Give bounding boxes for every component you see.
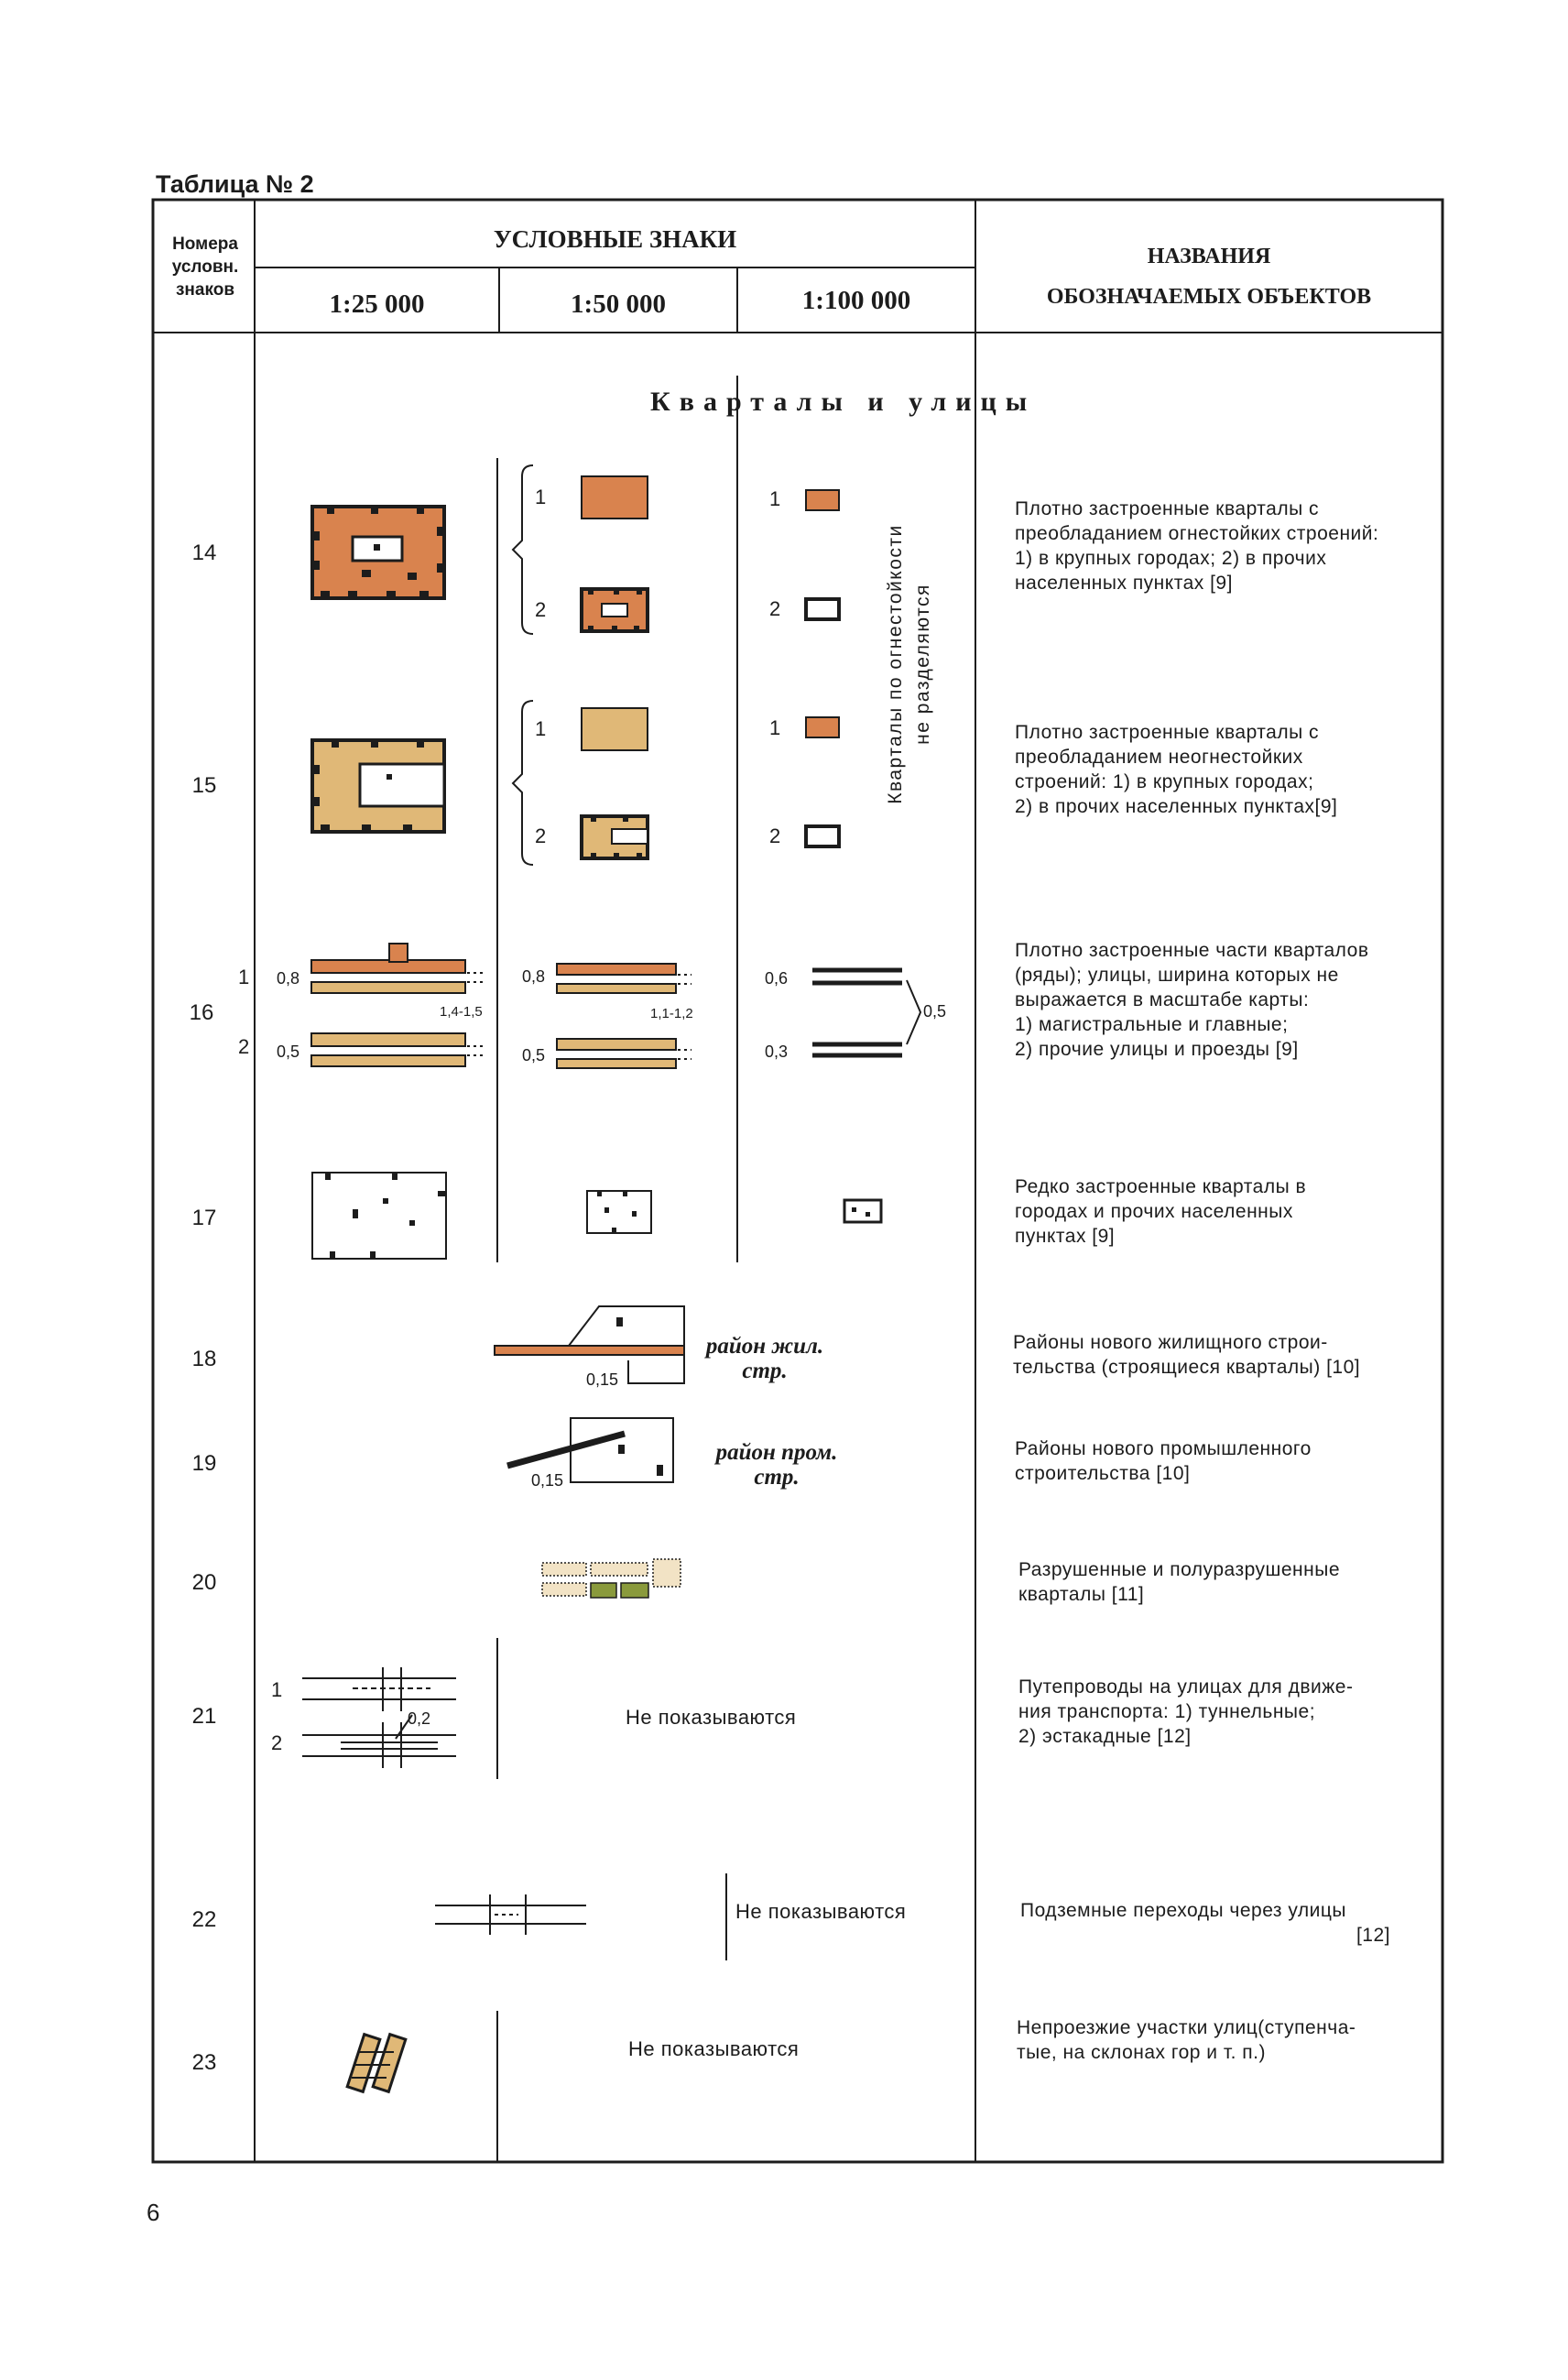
row-number: 19 bbox=[191, 1451, 217, 1476]
symbol-15-25k bbox=[312, 740, 444, 832]
variant-label: 1 bbox=[769, 487, 781, 510]
variant-label: 1 bbox=[535, 486, 547, 508]
description-22: Подземные переходы через улицы [12] bbox=[1020, 1900, 1390, 1946]
header-signs-title: УСЛОВНЫЕ ЗНАКИ bbox=[493, 225, 737, 253]
not-shown-note: Не показываются bbox=[735, 1900, 907, 1923]
row-number: 22 bbox=[191, 1907, 217, 1932]
row-number: 18 bbox=[191, 1347, 217, 1371]
description-15: Плотно застроенные кварталы с преобладанием неогнестойких строений: 1) в крупных городах; 2) в прочих населенных пунктах[9] bbox=[1015, 722, 1338, 817]
variant-label: 2 bbox=[535, 598, 547, 621]
description-17: Редко застроенные кварталы в городах и прочих населенных пунктах [9] bbox=[1015, 1176, 1307, 1247]
row-number: 17 bbox=[191, 1206, 217, 1230]
variant-label: 1 bbox=[769, 716, 781, 739]
symbol-17 bbox=[312, 1173, 881, 1259]
dimension-label: 0,8 bbox=[522, 967, 546, 986]
dimension-label: 1,4-1,5 bbox=[440, 1004, 483, 1020]
symbol-21 bbox=[302, 1667, 456, 1768]
variant-label: 1 bbox=[271, 1678, 283, 1701]
table-title: Таблица № 2 bbox=[156, 170, 314, 198]
symbol-20 bbox=[542, 1559, 681, 1598]
page-number: 6 bbox=[147, 2199, 160, 2226]
description-16: Плотно застроенные части кварталов (ряды); улицы, ширина которых не выражается в масштабе карты: 1) магистральные и главные; 2) прочие улицы и проезды [9] bbox=[1015, 940, 1369, 1060]
description-23: Непроезжие участки улиц(ступенча- тые, на склонах гор и т. п.) bbox=[1017, 2017, 1356, 2063]
row-number: 15 bbox=[191, 773, 217, 798]
dimension-label: 0,15 bbox=[531, 1471, 564, 1490]
dimension-label: 0,3 bbox=[765, 1043, 789, 1061]
label-industry-district: район пром. стр. bbox=[715, 1440, 838, 1490]
header-names: НАЗВАНИЯ ОБОЗНАЧАЕМЫХ ОБЪЕКТОВ bbox=[1046, 245, 1372, 309]
description-20: Разрушенные и полуразрушенные кварталы [11] bbox=[1018, 1559, 1341, 1605]
description-18: Районы нового жилищного строи- тельства (строящиеся кварталы) [10] bbox=[1013, 1332, 1361, 1378]
symbol-14-25k bbox=[312, 507, 444, 598]
row-number: 23 bbox=[191, 2050, 217, 2075]
section-title: Кварталы и улицы bbox=[650, 387, 1037, 417]
dimension-label: 0,5 bbox=[522, 1046, 546, 1064]
variant-label: 2 bbox=[271, 1731, 283, 1754]
description-21: Путепроводы на улицах для движе- ния транспорта: 1) туннельные; 2) эстакадные [12] bbox=[1018, 1676, 1354, 1747]
vertical-note: Кварталы по огнестойкости не разделяются bbox=[885, 524, 933, 804]
header-scale-50k: 1:50 000 bbox=[571, 289, 666, 319]
dimension-label: 0,2 bbox=[408, 1709, 431, 1728]
symbol-22 bbox=[435, 1894, 586, 1935]
dimension-label: 0,8 bbox=[277, 969, 300, 988]
header-numbers: Номера условн. знаков bbox=[171, 235, 239, 300]
dimension-label: 0,5 bbox=[277, 1043, 300, 1061]
symbol-14-50k bbox=[513, 465, 648, 634]
row-number: 21 bbox=[191, 1704, 217, 1729]
symbol-15-100k bbox=[806, 717, 839, 846]
symbol-23 bbox=[347, 2035, 406, 2092]
variant-label: 1 bbox=[238, 966, 250, 988]
symbol-16-100k bbox=[812, 970, 920, 1055]
variant-label: 2 bbox=[769, 597, 781, 620]
label-housing-district: район жил. стр. bbox=[705, 1334, 824, 1383]
row-number: 20 bbox=[191, 1570, 217, 1595]
dimension-label: 1,1-1,2 bbox=[650, 1006, 693, 1021]
variant-label: 2 bbox=[238, 1035, 250, 1058]
symbol-14-100k bbox=[806, 490, 839, 619]
row-number: 14 bbox=[191, 540, 217, 565]
symbol-15-50k bbox=[513, 701, 648, 865]
dimension-label: 0,6 bbox=[765, 969, 789, 988]
header-scale-100k: 1:100 000 bbox=[801, 286, 911, 315]
variant-label: 1 bbox=[535, 717, 547, 740]
description-14: Плотно застроенные кварталы с преобладанием огнестойких строений: 1) в крупных городах; 2) в прочих населенных пунктах [9] bbox=[1015, 498, 1379, 594]
row-number: 16 bbox=[189, 1000, 214, 1025]
variant-label: 2 bbox=[769, 824, 781, 847]
dimension-label: 0,15 bbox=[586, 1370, 619, 1389]
dimension-label: 0,5 bbox=[923, 1002, 947, 1021]
variant-label: 2 bbox=[535, 824, 547, 847]
header-scale-25k: 1:25 000 bbox=[329, 289, 425, 319]
not-shown-note: Не показываются bbox=[628, 2037, 800, 2060]
description-19: Районы нового промышленного строительства [10] bbox=[1015, 1438, 1312, 1484]
not-shown-note: Не показываются bbox=[626, 1706, 797, 1729]
